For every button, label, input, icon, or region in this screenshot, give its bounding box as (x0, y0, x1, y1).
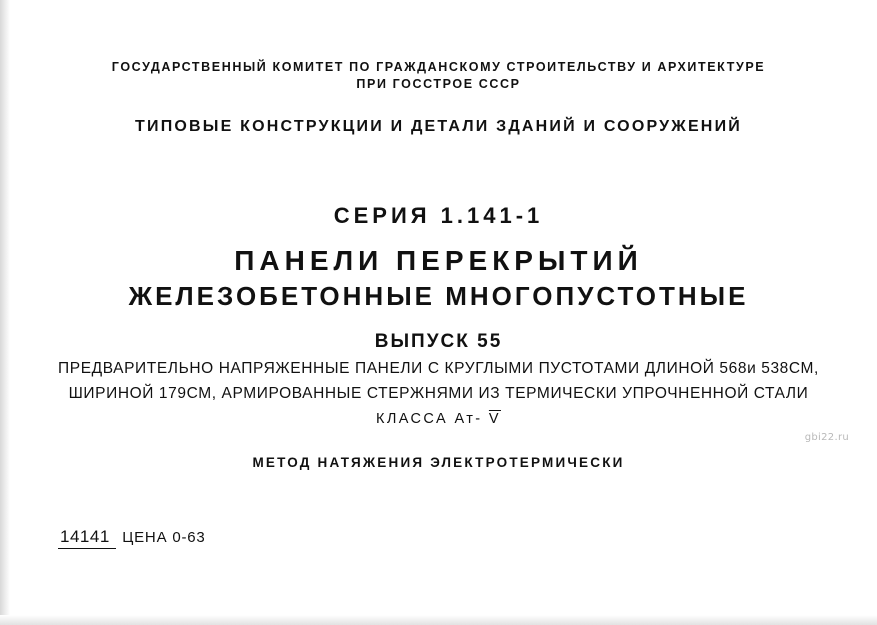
description-line-1: ПРЕДВАРИТЕЛЬНО НАПРЯЖЕННЫЕ ПАНЕЛИ С КРУГЛЫМИ ПУСТОТАМИ ДЛИНОЙ 568и 538СМ, (58, 360, 819, 377)
title-line-1: ПАНЕЛИ ПЕРЕКРЫТИЙ (234, 245, 643, 276)
stamp-price: ЦЕНА 0-63 (122, 529, 206, 546)
issue-number: ВЫПУСК 55 (374, 331, 503, 352)
organization-line-1: ГОСУДАРСТВЕННЫЙ КОМИТЕТ ПО ГРАЖДАНСКОМУ СТРОИТЕЛЬСТВУ И АРХИТЕКТУРЕ (111, 60, 766, 74)
description-line-3 (0, 411, 877, 427)
steel-class-prefix: КЛАССА Ат- (376, 411, 489, 427)
steel-class-value: $\overline{V}$ (488, 411, 501, 427)
stamp-block (58, 525, 206, 549)
series-number: СЕРИЯ 1.141-1 (333, 203, 544, 228)
scan-edge-left (0, 0, 10, 625)
watermark-text: gbi22.ru (804, 432, 849, 443)
organization-line-2: ПРИ ГОССТРОЕ СССР (356, 77, 521, 91)
description-line-2: ШИРИНОЙ 179СМ, АРМИРОВАННЫЕ СТЕРЖНЯМИ ИЗ ТЕРМИЧЕСКИ УПРОЧНЕННОЙ СТАЛИ (68, 385, 809, 402)
method-line: МЕТОД НАТЯЖЕНИЯ ЭЛЕКТРОТЕРМИЧЕСКИ (252, 455, 625, 470)
title-line-2: ЖЕЛЕЗОБЕТОННЫЕ МНОГОПУСТОТНЫЕ (128, 281, 749, 311)
stamp-number: 14141 (58, 527, 116, 549)
scan-edge-bottom (0, 615, 877, 625)
document-subtitle: ТИПОВЫЕ КОНСТРУКЦИИ И ДЕТАЛИ ЗДАНИЙ И СООРУЖЕНИЙ (135, 118, 742, 135)
